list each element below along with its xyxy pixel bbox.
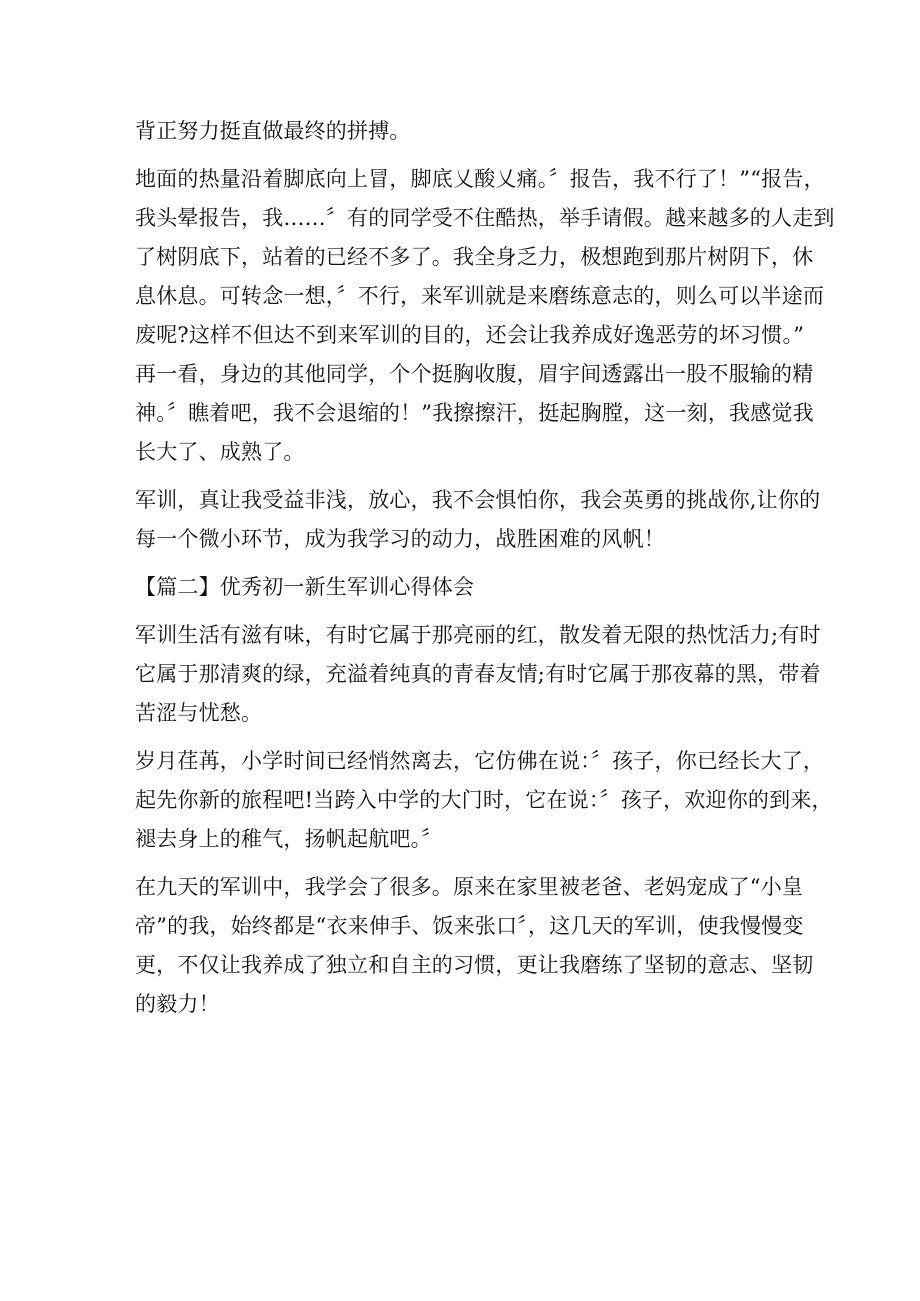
paragraph-2 (135, 160, 835, 472)
text-line: 更，不仅让我养成了独立和自主的习惯，更让我磨练了坚韧的意志、坚韧 (135, 953, 814, 977)
paragraph-1 (135, 112, 795, 151)
paragraph-7 (135, 868, 814, 1024)
text-line: 的毅力！ (135, 992, 220, 1016)
text-line: 苦涩与忧愁。 (135, 701, 263, 725)
heading-text: 【篇二】优秀初一新生军训心得体会 (135, 575, 475, 599)
text-line: 军训，真让我受益非浅，放心，我不会惧怕你，我会英勇的挑战你,让你的 (135, 488, 821, 512)
text-line: 我头晕报告，我……〞有的同学受不住酷热，举手请假。越来越多的人走到 (135, 206, 835, 230)
text-line: 废呢?这样不但达不到来军训的目的，还会让我养成好逸恶劳的坏习惯。” (135, 323, 805, 347)
text-line: 岁月荏苒，小学时间已经悄然离去，它仿佛在说：〞孩子，你已经长大了， (135, 749, 825, 773)
text-line: 它属于那清爽的绿，充溢着纯真的青春友情;有时它属于那夜幕的黑，带着 (135, 662, 821, 686)
text-line: 神。〞瞧着吧，我不会退缩的！”我擦擦汗，挺起胸膛，这一刻，我感觉我 (135, 401, 814, 425)
text-line: 帝”的我，始终都是“衣来伸手、饭来张口〞，这几天的军训，使我慢慢变 (135, 914, 804, 938)
text-line: 褪去身上的稚气，扬帆起航吧。〞 (135, 827, 443, 851)
document-body (135, 112, 835, 1033)
text-line: 起先你新的旅程吧!当跨入中学的大门时，它在说：〞孩子，欢迎你的到来， (135, 788, 833, 812)
text-line: 息休息。可转念一想，〞不行，来军训就是来磨练意志的，则么可以半途而 (135, 284, 825, 308)
text-line: 每一个微小环节，成为我学习的动力，战胜困难的风帆！ (135, 527, 665, 551)
text-line: 背正努力挺直做最终的拼搏。 (135, 119, 411, 143)
paragraph-5 (135, 616, 821, 733)
text-line: 再一看，身边的其他同学，个个挺胸收腹，眉宇间透露出一股不服输的精 (135, 362, 814, 386)
paragraph-3 (135, 481, 821, 559)
paragraph-6 (135, 742, 833, 859)
text-line: 长大了、成熟了。 (135, 440, 305, 464)
text-line: 地面的热量沿着脚底向上冒，脚底乂酸乂痛。〞报告，我不行了！”“报告， (135, 167, 825, 191)
text-line: 了树阴底下，站着的已经不多了。我全身乏力，极想跑到那片树阴下，休 (135, 245, 814, 269)
text-line: 军训生活有滋有味，有时它属于那亮丽的红，散发着无限的热忱活力;有时 (135, 623, 821, 647)
text-line: 在九天的军训中，我学会了很多。原来在家里被老爸、老妈宠成了“小皇 (135, 875, 804, 899)
section-heading (135, 568, 795, 607)
